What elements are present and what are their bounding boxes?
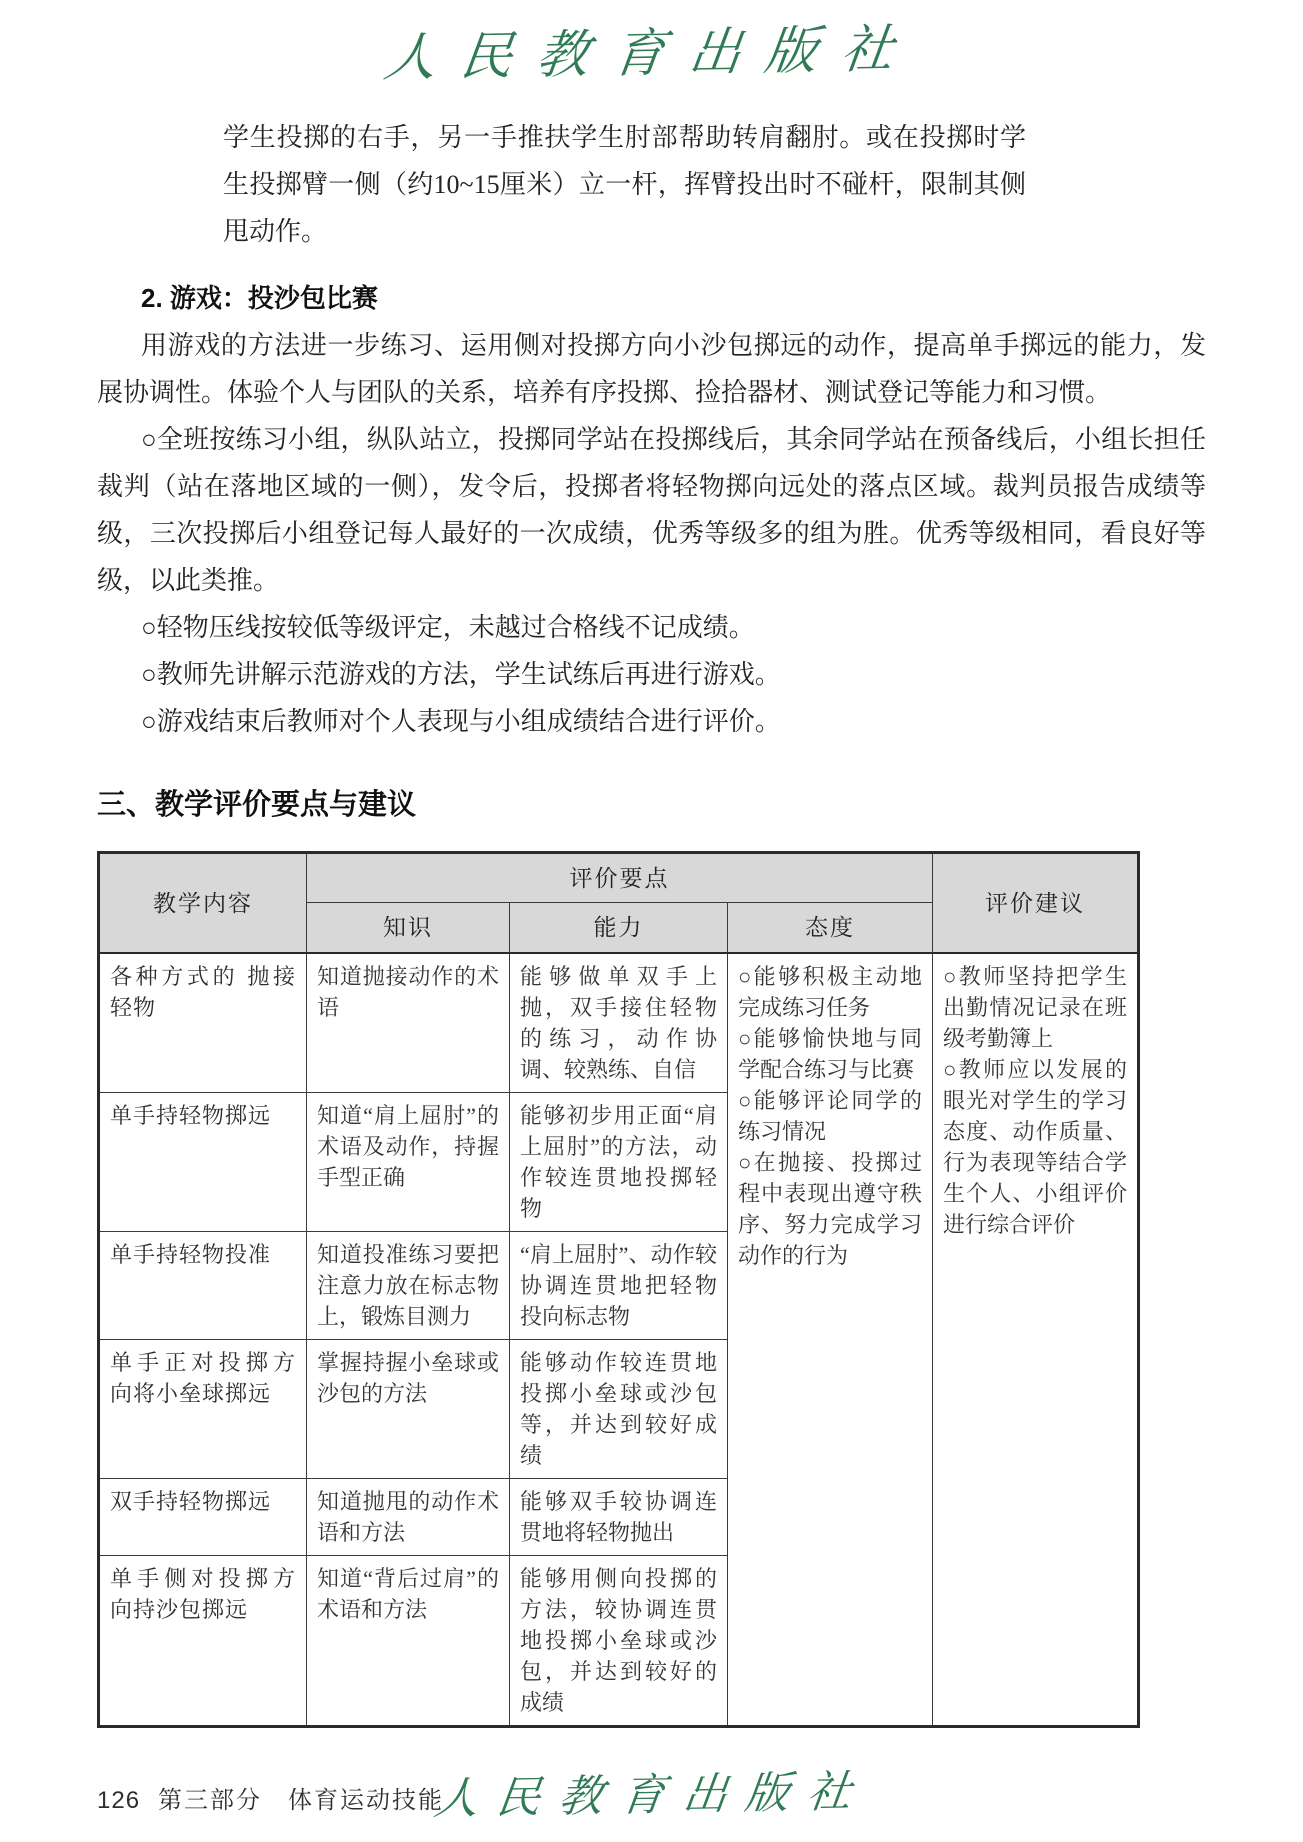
cell-knowledge: 知道投准练习要把注意力放在标志物上，锻炼目测力 (307, 1232, 510, 1340)
header-ability: 能力 (510, 903, 728, 954)
header-knowledge: 知识 (307, 903, 510, 954)
cell-ability: “肩上屈肘”、动作较协调连贯地把轻物投向标志物 (510, 1232, 728, 1340)
cell-ability: 能够动作较连贯地投掷小垒球或沙包等，并达到较好成绩 (510, 1340, 728, 1479)
attitude-item: ○在抛接、投掷过程中表现出遵守秩序、努力完成学习动作的行为 (738, 1150, 923, 1268)
suggestion-item: ○教师坚持把学生出勤情况记录在班级考勤簿上 (943, 964, 1128, 1051)
table-row (99, 953, 1139, 1093)
game-rule-item: ○教师先讲解示范游戏的方法，学生试练后再进行游戏。 (141, 660, 781, 689)
game-rule-item: ○全班按练习小组，纵队站立，投掷同学站在投掷线后，其余同学站在预备线后，小组长担任裁判（站在落地区域的一侧），发令后，投掷者将轻物掷向远处的落点区域。裁判员报告成绩等级，三次投掷后小组登记每人最好的一次成绩，优秀等级多的组为胜。优秀等级相同，看良好等级，以此类推。 (97, 425, 1206, 595)
continued-paragraph: 学生投掷的右手，另一手推扶学生肘部帮助转肩翻肘。或在投掷时学生投掷臂一侧（约10~15厘米）立一杆，挥臂投出时不碰杆，限制其侧甩动作。 (223, 123, 1026, 246)
cell-suggestion-merged (933, 953, 1139, 1727)
cell-ability: 能够做单双手上抛，双手接住轻物的练习，动作协调、较熟练、自信 (510, 953, 728, 1093)
publisher-logo-bottom (0, 1764, 1303, 1828)
cell-teaching-content: 双手持轻物掷远 (99, 1479, 307, 1556)
game-rule-item: ○轻物压线按较低等级评定，未越过合格线不记成绩。 (141, 613, 755, 642)
cell-ability: 能够初步用正面“肩上屈肘”的方法，动作较连贯地投掷轻物 (510, 1093, 728, 1232)
cell-ability: 能够用侧向投掷的方法，较协调连贯地投掷小垒球或沙包，并达到较好的成绩 (510, 1556, 728, 1727)
cell-knowledge: 知道抛甩的动作术语和方法 (307, 1479, 510, 1556)
header-attitude: 态度 (728, 903, 933, 954)
publisher-logo-text: 人民教育出版社 (381, 19, 922, 89)
cell-attitude-merged (728, 953, 933, 1727)
publisher-logo-top (0, 0, 1303, 100)
page-content (97, 114, 1206, 1728)
cell-knowledge: 掌握持握小垒球或沙包的方法 (307, 1340, 510, 1479)
header-evaluation-suggestion: 评价建议 (933, 853, 1139, 954)
evaluation-table-header (99, 853, 1139, 954)
cell-ability: 能够双手较协调连贯地将轻物抛出 (510, 1479, 728, 1556)
footer-section-title: 第三部分 体育运动技能 (158, 1787, 445, 1814)
cell-teaching-content: 单手侧对投掷方 向持沙包掷远 (99, 1556, 307, 1727)
cell-knowledge: 知道“肩上屈肘”的术语及动作，持握手型正确 (307, 1093, 510, 1232)
attitude-item: ○能够愉快地与同学配合练习与比赛 (738, 1026, 923, 1082)
game-rule-item: ○游戏结束后教师对个人表现与小组成绩结合进行评价。 (141, 707, 781, 736)
evaluation-table (97, 851, 1140, 1728)
cell-teaching-content: 单手持轻物投准 (99, 1232, 307, 1340)
header-teaching-content: 教学内容 (99, 853, 307, 954)
game-intro-paragraph: 用游戏的方法进一步练习、运用侧对投掷方向小沙包掷远的动作，提高单手掷远的能力，发展协调性。体验个人与团队的关系，培养有序投掷、捡拾器材、测试登记等能力和习惯。 (97, 331, 1206, 407)
cell-teaching-content: 各种方式的 抛接轻物 (99, 953, 307, 1093)
cell-knowledge: 知道抛接动作的术语 (307, 953, 510, 1093)
publisher-logo-text: 人民教育出版社 (430, 1766, 873, 1825)
cell-teaching-content: 单手持轻物掷远 (99, 1093, 307, 1232)
header-evaluation-points: 评价要点 (307, 853, 933, 903)
cell-teaching-content: 单手正对投掷方 向将小垒球掷远 (99, 1340, 307, 1479)
page-number: 126 (97, 1787, 141, 1814)
attitude-item: ○能够评论同学的练习情况 (738, 1088, 923, 1144)
game-heading: 2. 游戏：投沙包比赛 (141, 283, 378, 313)
section-heading: 三、教学评价要点与建议 (97, 789, 417, 821)
suggestion-item: ○教师应以发展的眼光对学生的学习态度、动作质量、行为表现等结合学生个人、小组评价进行综合评价 (943, 1057, 1128, 1237)
cell-knowledge: 知道“背后过肩”的术语和方法 (307, 1556, 510, 1727)
attitude-item: ○能够积极主动地完成练习任务 (738, 964, 923, 1020)
